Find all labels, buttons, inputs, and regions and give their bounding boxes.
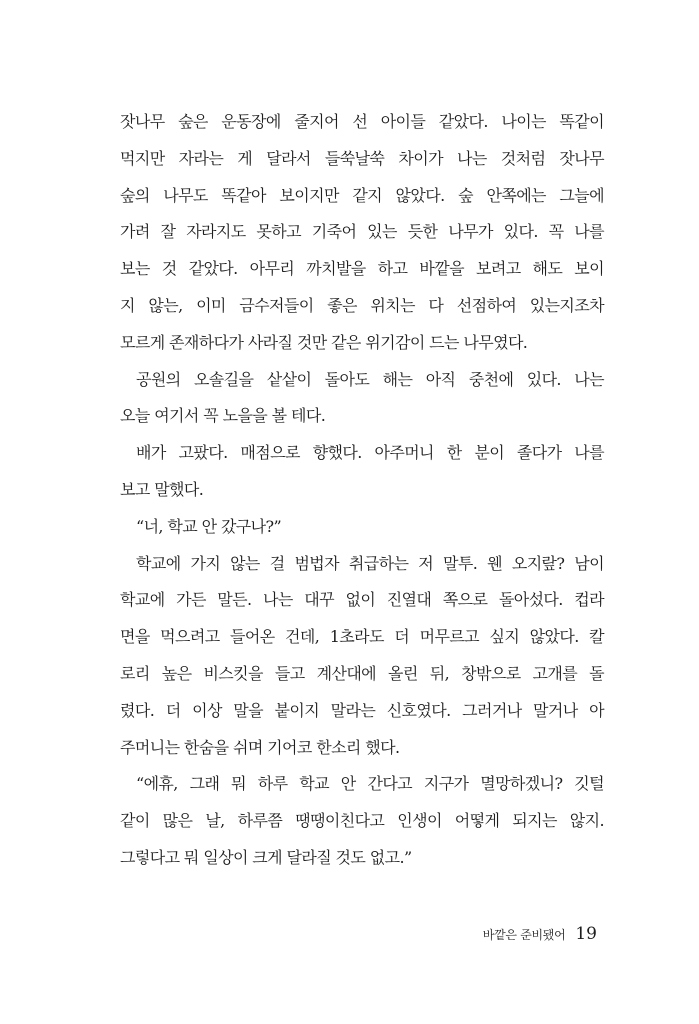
running-title: 바깥은 준비됐어 (482, 928, 566, 942)
text-line: 보고 말했다. (120, 479, 204, 499)
text-line: 렸다. 더 이상 말을 붙이지 말라는 신호였다. 그러거나 말거나 아 (120, 700, 604, 720)
text-line: 같이 많은 날, 하루쯤 땡땡이친다고 인생이 어떻게 되지는 않지. (120, 811, 604, 831)
body-text (120, 104, 604, 877)
text-line: 지 않는, 이미 금수저들이 좋은 위치는 다 선점하여 있는지조차 (120, 295, 604, 315)
text-line: 배가 고팠다. 매점으로 향했다. 아주머니 한 분이 졸다가 나를 (136, 443, 604, 463)
text-line: 주머니는 한숨을 쉬며 기어코 한소리 했다. (120, 737, 400, 757)
text-line: 숲의 나무도 똑같아 보이지만 같지 않았다. 숲 안쪽에는 그늘에 (120, 185, 604, 205)
text-line: 면을 먹으려고 들어온 건데, 1초라도 더 머무르고 싶지 않았다. 칼 (120, 627, 604, 647)
text-line: “너, 학교 안 갔구나?” (136, 516, 282, 536)
text-line: 오늘 여기서 꼭 노을을 볼 테다. (120, 406, 326, 426)
page-footer (483, 924, 597, 944)
text-line: 학교에 가든 말든. 나는 대꾸 없이 진열대 쪽으로 돌아섰다. 컵라 (120, 590, 604, 610)
page-number: 19 (575, 924, 597, 944)
text-line: 공원의 오솔길을 샅샅이 돌아도 해는 아직 중천에 있다. 나는 (136, 369, 604, 389)
text-line: 모르게 존재하다가 사라질 것만 같은 위기감이 드는 나무였다. (120, 332, 528, 352)
text-line: 학교에 가지 않는 걸 범법자 취급하는 저 말투. 웬 오지랖? 남이 (136, 553, 604, 573)
text-line: “에휴, 그래 뭐 하루 학교 안 간다고 지구가 멸망하겠니? 깃털 (136, 774, 604, 794)
text-line: 로리 높은 비스킷을 들고 계산대에 올린 뒤, 창밖으로 고개를 돌 (120, 663, 604, 683)
text-line: 보는 것 같았다. 아무리 까치발을 하고 바깥을 보려고 해도 보이 (120, 259, 604, 279)
text-line: 가려 잘 자라지도 못하고 기죽어 있는 듯한 나무가 있다. 꼭 나를 (120, 222, 604, 242)
text-line: 그렇다고 뭐 일상이 크게 달라질 것도 없고.” (120, 847, 412, 867)
text-line: 먹지만 자라는 게 달라서 들쑥날쑥 차이가 나는 것처럼 잣나무 (120, 148, 604, 168)
text-line: 잣나무 숲은 운동장에 줄지어 선 아이들 같았다. 나이는 똑같이 (120, 112, 604, 131)
